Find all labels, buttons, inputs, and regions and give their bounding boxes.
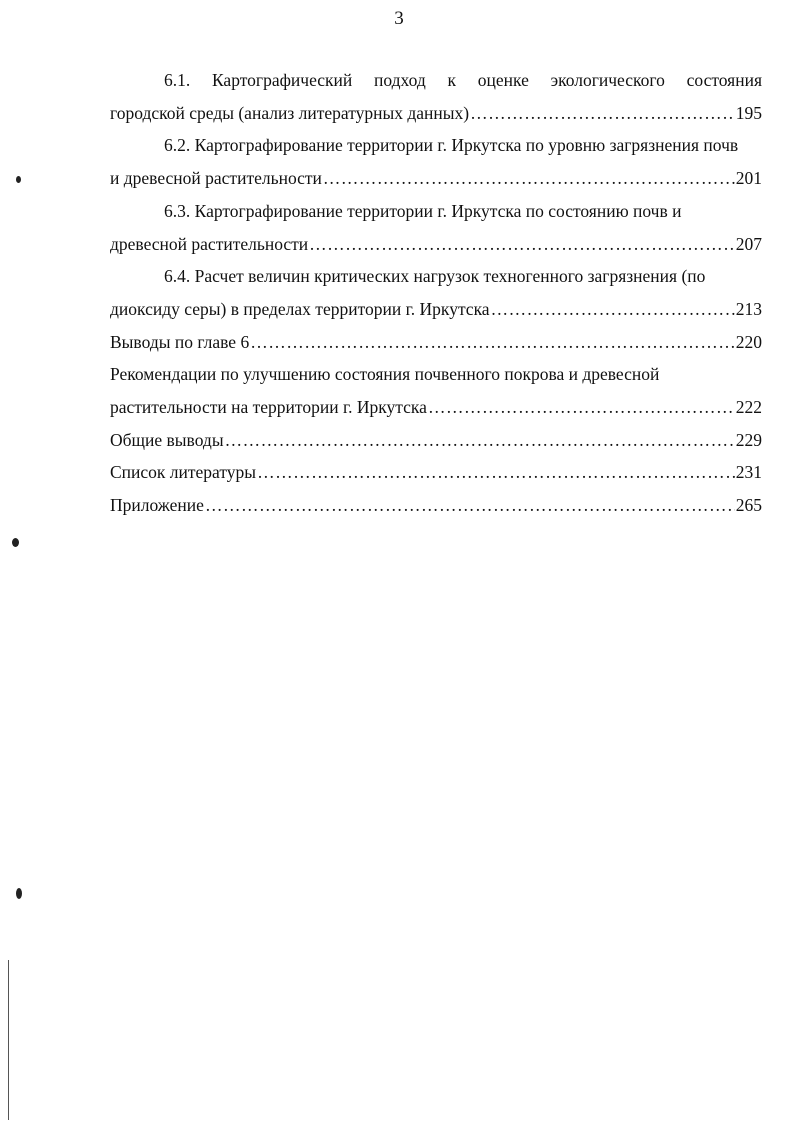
toc-entry-last-line	[110, 228, 762, 261]
toc-entry-title-line: 6.1. Картографический подход к оценке экологического состояния	[164, 70, 762, 90]
toc-entry-title-line: 6.4. Расчет величин критических нагрузок техногенного загрязнения (по	[164, 266, 706, 287]
toc-entry-title-tail: древесной растительности	[110, 233, 309, 254]
toc-entry-title-tail: Приложение	[110, 495, 204, 516]
toc-entry-title-line: 6.2. Картографирование территории г. Иркутска по уровню загрязнения почв	[164, 135, 739, 156]
toc-entry-last-line	[110, 424, 762, 457]
toc-entry-title-line: 6.3. Картографирование территории г. Иркутска по состоянию почв и	[164, 200, 682, 221]
toc-entry	[110, 358, 762, 423]
dot-leader	[323, 162, 735, 195]
dot-leader	[250, 326, 735, 359]
toc-entry-title-tail: растительности на территории г. Иркутска	[110, 397, 427, 418]
toc-entry	[110, 456, 762, 489]
dot-leader	[428, 391, 735, 424]
toc-page-number: 229	[735, 429, 762, 450]
toc-entry-title-line: Рекомендации по улучшению состояния почвенного покрова и древесной	[110, 364, 660, 385]
table-of-contents	[110, 64, 762, 522]
toc-entry-last-line	[110, 326, 762, 359]
toc-entry-title-tail: Общие выводы	[110, 429, 224, 450]
scan-edge-line	[8, 960, 9, 1120]
toc-page-number: 231	[735, 462, 762, 483]
scan-speck	[12, 538, 19, 547]
toc-entry-last-line	[110, 391, 762, 424]
toc-entry	[110, 64, 762, 129]
toc-entry-title-tail: Выводы по главе 6	[110, 331, 250, 352]
toc-entry	[110, 489, 762, 522]
toc-page-number: 201	[735, 168, 762, 189]
toc-entry-title-tail: диоксиду серы) в пределах территории г. Иркутска	[110, 298, 490, 319]
toc-entry-title-tail: городской среды (анализ литературных данных)	[110, 102, 470, 123]
toc-entry-last-line	[110, 489, 762, 522]
dot-leader	[491, 293, 735, 326]
toc-entry-title-tail: Список литературы	[110, 462, 257, 483]
toc-page-number: 265	[735, 495, 762, 516]
page-number: 3	[394, 8, 404, 29]
dot-leader	[225, 424, 735, 457]
toc-entry	[110, 326, 762, 359]
toc-page-number: 195	[735, 102, 762, 123]
scan-speck	[16, 176, 21, 183]
dot-leader	[470, 97, 735, 130]
toc-entry	[110, 129, 762, 194]
toc-page-number: 213	[735, 298, 762, 319]
toc-entry-last-line	[110, 456, 762, 489]
scan-speck	[16, 888, 22, 899]
toc-page-number: 222	[735, 397, 762, 418]
toc-entry-last-line	[110, 293, 762, 326]
dot-leader	[309, 228, 735, 261]
toc-page-number: 220	[735, 331, 762, 352]
toc-entry-last-line	[110, 162, 762, 195]
dot-leader	[257, 456, 735, 489]
toc-entry	[110, 195, 762, 260]
dot-leader	[205, 489, 735, 522]
toc-entry-last-line	[110, 97, 762, 130]
toc-entry	[110, 260, 762, 325]
toc-entry-title-tail: и древесной растительности	[110, 168, 322, 189]
toc-entry	[110, 424, 762, 457]
toc-page-number: 207	[735, 233, 762, 254]
